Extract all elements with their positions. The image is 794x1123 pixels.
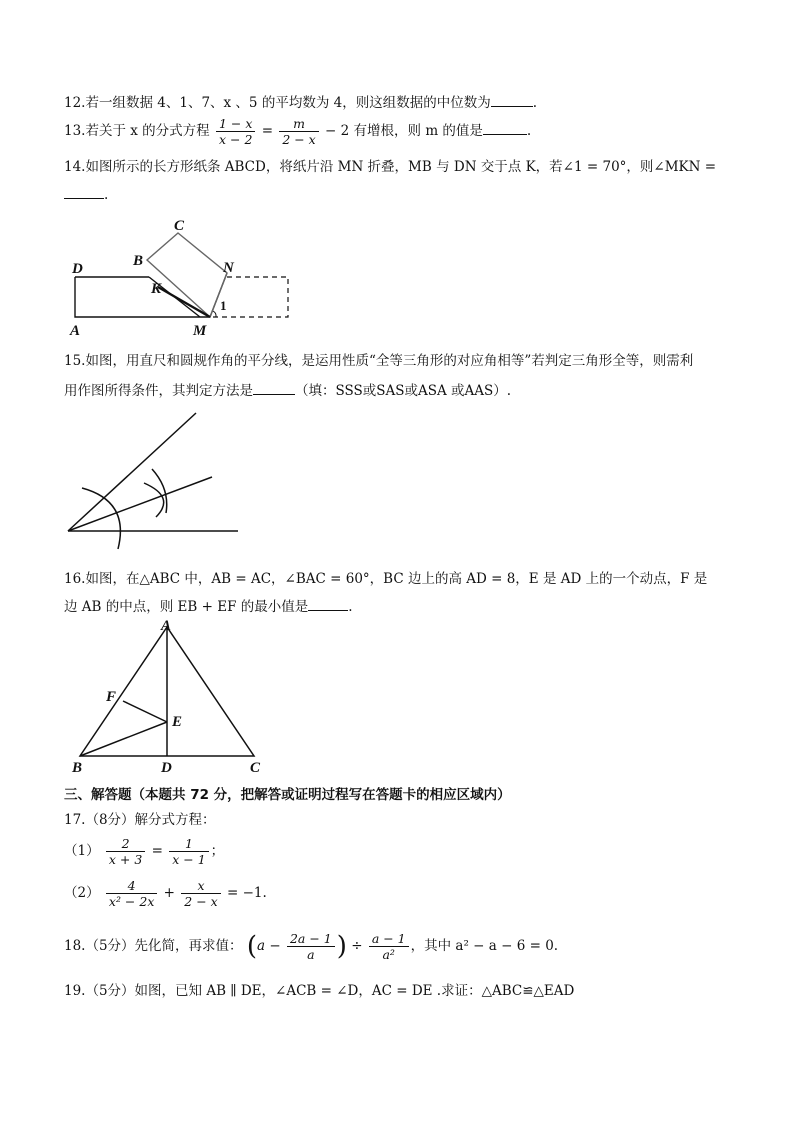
q12-answer-blank[interactable] [491,92,533,107]
q17-p2-f1-numerator: 4 [106,878,157,894]
q18-fraction-1 [287,931,335,962]
question-16-line-1: 16.如图，在△ABC 中，AB = AC，∠BAC = 60°，BC 边上的高 AD = 8，E 是 AD 上的一个动点，F 是 [64,571,708,587]
q14-answer-blank[interactable] [64,184,104,199]
q18-f1-denominator: a [307,947,315,962]
q16-label-d: D [161,760,172,776]
q14-label-n: N [223,260,234,276]
q18-left-paren: ( [246,931,258,962]
question-19: 19.（5分）如图，已知 AB ∥ DE，∠ACB = ∠D，AC = DE .求证：△ABC≌△EAD [64,983,575,999]
question-14-line-1: 14.如图所示的长方形纸条 ABCD，将纸片沿 MN 折叠，MB 与 DN 交于点 K，若∠1 = 70°，则∠MKN = [64,159,717,175]
q17-p1-end: ； [210,843,225,859]
q16-answer-blank[interactable] [308,596,348,611]
q17-p2-label: （2） [64,885,100,901]
q13-f2-numerator: m [279,116,318,132]
question-15-line-2 [64,380,511,400]
q18-pre: 18.（5分）先化简，再求值： [64,938,243,954]
q14-label-d: D [72,261,83,277]
q13-fraction-1 [216,116,255,147]
q18-post: ，其中 a² − a − 6 = 0. [410,938,559,954]
q14-label-c: C [174,218,185,234]
q17-p2-end: = −1. [227,885,267,901]
q18-f2-numerator: a − 1 [369,931,409,947]
section-3-title: 三、解答题（本题共 72 分，把解答或证明过程写在答题卡的相应区域内） [64,787,511,803]
q17-p1-f2-denominator: x − 1 [172,852,206,867]
q16-label-b: B [72,760,83,776]
q17-p2-fraction-1 [106,878,157,909]
q15-line2-post: （填：SSS或SAS或ASA 或AAS）. [295,383,512,399]
q15-line2-pre: 用作图所得条件，其判定方法是 [64,383,253,399]
question-13 [64,116,531,147]
q13-pre: 13.若关于 x 的分式方程 [64,123,210,139]
q16-label-c: C [250,760,261,776]
q17-p1-label: （1） [64,843,100,859]
q12-end: . [532,95,537,111]
question-14-line-2 [64,184,108,204]
q13-f1-numerator: 1 − x [216,116,255,132]
q16-end: . [348,599,353,615]
question-15-line-1: 15.如图，用直尺和圆规作角的平分线，是运用性质“全等三角形的对应角相等”若判定三角形全等，则需利 [64,353,694,369]
q13-f2-denominator: 2 − x [282,132,316,147]
q18-a-minus: a − [257,938,281,954]
q13-equals: = [261,123,274,139]
q15-figure [60,405,250,555]
q14-label-angle-1: 1 [220,298,227,313]
q16-figure [66,615,276,777]
q15-answer-blank[interactable] [253,380,295,395]
question-17-title: 17.（8分）解分式方程： [64,812,216,828]
q13-f1-denominator: x − 2 [218,132,253,147]
question-17-part-2 [64,878,267,909]
q18-f1-numerator: 2a − 1 [287,931,335,947]
q16-label-e: E [172,714,183,730]
q13-answer-blank[interactable] [483,120,527,135]
q17-p2-fraction-2 [181,878,220,909]
question-18 [64,931,558,962]
q17-p2-f2-denominator: 2 − x [184,894,218,909]
q17-p2-f2-numerator: x [181,878,220,894]
q14-label-b: B [133,253,144,269]
q13-post: − 2 有增根，则 m 的值是 [325,123,483,139]
q14-label-m: M [193,323,207,339]
question-16-line-2 [64,596,353,616]
q12-text: 12.若一组数据 4、1、7、x 、5 的平均数为 4，则这组数据的中位数为 [64,95,491,111]
q17-p1-f1-denominator: x + 3 [108,852,143,867]
question-17-part-1 [64,836,224,867]
q18-right-paren: ) [336,931,347,962]
q17-p1-fraction-1 [106,836,145,867]
q18-divide: ÷ [351,938,363,954]
q14-label-k: K [151,281,162,297]
q14-end: . [104,187,109,203]
q16-line2-pre: 边 AB 的中点，则 EB + EF 的最小值是 [64,599,309,615]
q17-p2-f1-denominator: x² − 2x [108,894,155,909]
q13-end: . [526,123,532,139]
q17-p2-plus: + [163,885,175,901]
q18-f2-denominator: a² [382,947,395,962]
q16-label-a: A [161,618,172,634]
q18-fraction-2 [369,931,409,962]
q17-p1-f2-numerator: 1 [169,836,208,852]
q17-p1-f1-numerator: 2 [106,836,145,852]
q17-p1-fraction-2 [169,836,208,867]
question-12 [64,92,537,112]
q16-label-f: F [106,689,117,705]
q13-fraction-2 [279,116,318,147]
q14-label-a: A [70,323,81,339]
q14-figure [60,215,300,340]
q17-p1-equals: = [151,843,163,859]
